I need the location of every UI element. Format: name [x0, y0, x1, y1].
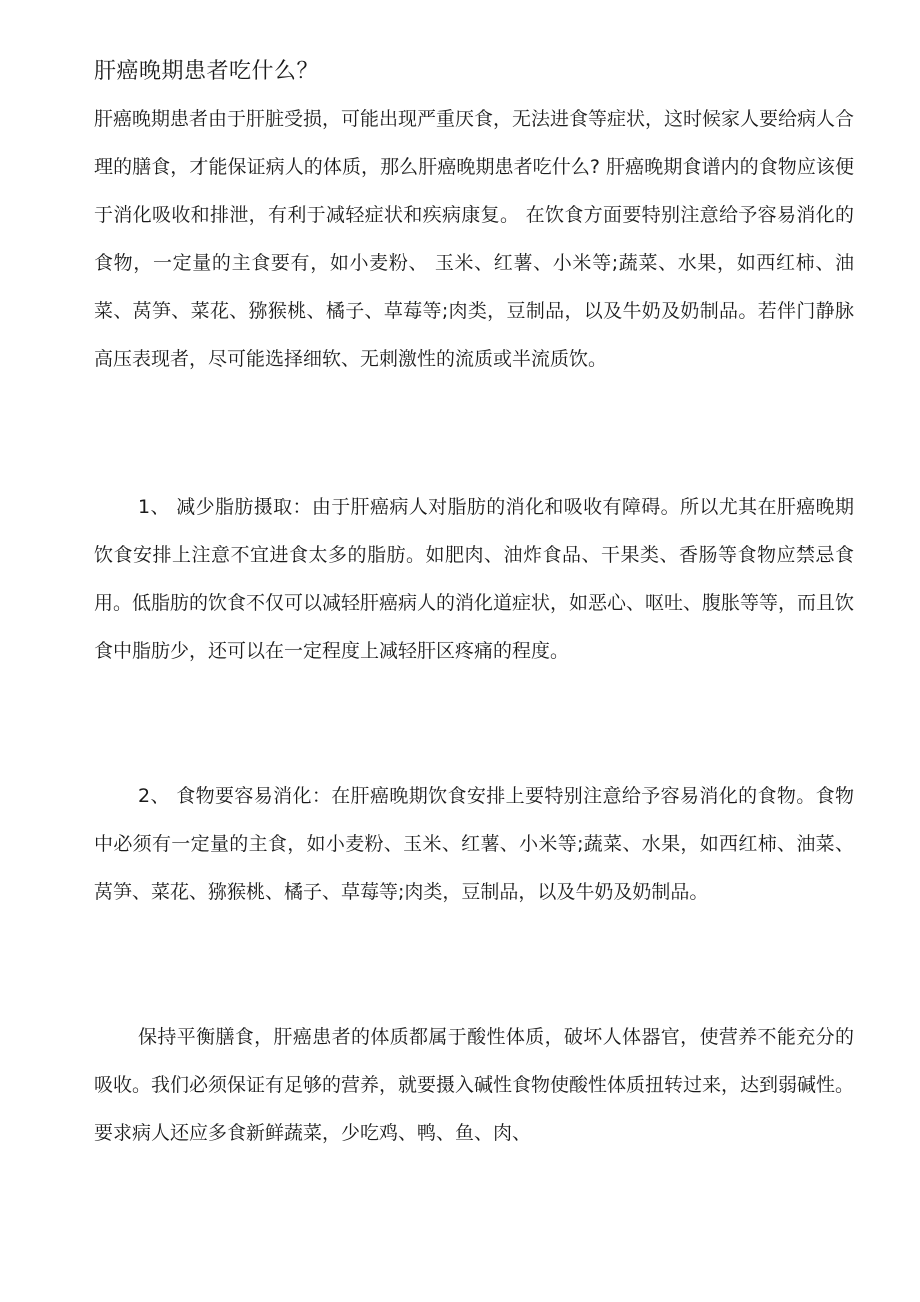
point-2-paragraph: 2、 食物要容易消化：在肝癌晚期饮食安排上要特别注意给予容易消化的食物。食物中必须有一定量的主食，如小麦粉、玉米、红薯、小米等;蔬菜、水果，如西红柿、油菜、莴笋、菜花、猕猴桃、橘子、草莓等;肉类，豆制品，以及牛奶及奶制品。: [94, 785, 854, 903]
intro-paragraph: 肝癌晚期患者由于肝脏受损，可能出现严重厌食，无法进食等症状，这时候家人要给病人合理的膳食，才能保证病人的体质，那么肝癌晚期患者吃什么? 肝癌晚期食谱内的食物应该便于消化吸收和排泄，有利于减轻症状和疾病康复。 在饮食方面要特别注意给予容易消化的食物，一定量的主食要有，如小麦粉、 玉米、红薯、小米等;蔬菜、水果，如西红柿、油菜、莴笋、菜花、猕猴桃、橘子、草莓等;肉类，豆制品，以及牛奶及奶制品。若伴门静脉高压表现者，尽可能选择细软、无刺激性的流质或半流质饮。: [94, 108, 855, 370]
document-title: 肝癌晚期患者吃什么？: [94, 59, 320, 84]
point-1-paragraph: 1、 减少脂肪摄取：由于肝癌病人对脂肪的消化和吸收有障碍。所以尤其在肝癌晚期饮食安排上注意不宜进食太多的脂肪。如肥肉、油炸食品、干果类、香肠等食物应禁忌食用。低脂肪的饮食不仅可以减轻肝癌病人的消化道症状，如恶心、呕吐、腹胀等等，而且饮食中脂肪少，还可以在一定程度上减轻肝区疼痛的程度。: [94, 496, 855, 662]
balanced-diet-paragraph: 保持平衡膳食，肝癌患者的体质都属于酸性体质，破坏人体器官，使营养不能充分的吸收。我们必须保证有足够的营养，就要摄入碱性食物使酸性体质扭转过来，达到弱碱性。要求病人还应多食新鲜蔬菜，少吃鸡、鸭、鱼、肉、: [94, 1026, 855, 1144]
